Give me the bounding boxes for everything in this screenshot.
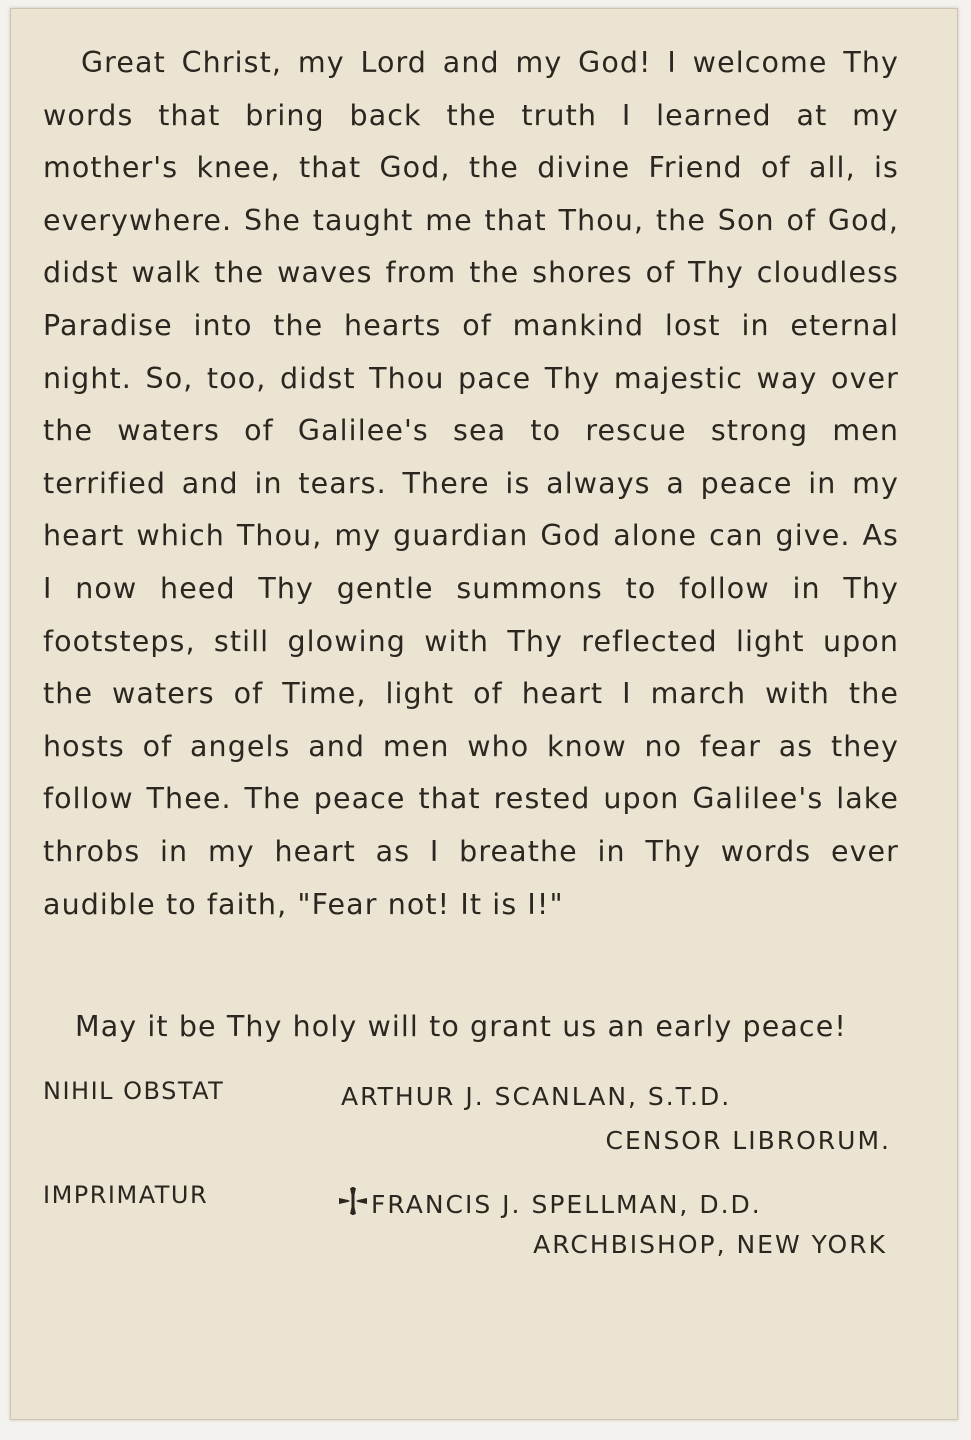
archbishop-signature-line xyxy=(337,1186,762,1219)
censor-name: ARTHUR J. SCANLAN, S.T.D. xyxy=(341,1082,732,1111)
archbishop-name: FRANCIS J. SPELLMAN, D.D. xyxy=(371,1190,762,1219)
closing-petition: May it be Thy holy will to grant us an early peace! xyxy=(75,1010,847,1043)
archbishop-title: ARCHBISHOP, NEW YORK xyxy=(533,1230,887,1259)
imprimatur-label: IMPRIMATUR xyxy=(43,1181,209,1209)
prayer-card xyxy=(10,8,958,1420)
prayer-body: Great Christ, my Lord and my God! I welcome Thy words that bring back the truth I learned at my mother's knee, that God, the divine Friend of all, is everywhere. She taught me that Thou, the Son of God, didst walk the waves from the shores of Thy cloudless Paradise into the hearts of mankind lost in eternal night. So, too, didst Thou pace Thy majestic way over the waters of Galilee's sea to rescue strong men terrified and in tears. There is always a peace in my heart which Thou, my guardian God alone can give. As I now heed Thy gentle summons to follow in Thy footsteps, still glowing with Thy reflected light upon the waters of Time, light of heart I march with the hosts of angels and men who know no fear as they follow Thee. The peace that rested upon Galilee's lake throbs in my heart as I breathe in Thy words ever audible to faith, "Fear not! It is I!" xyxy=(43,46,899,921)
prayer-text-block xyxy=(43,37,899,931)
cross-pattee-icon xyxy=(337,1186,369,1216)
nihil-obstat-label: NIHIL OBSTAT xyxy=(43,1077,225,1105)
censor-title: CENSOR LIBRORUM. xyxy=(605,1126,891,1155)
